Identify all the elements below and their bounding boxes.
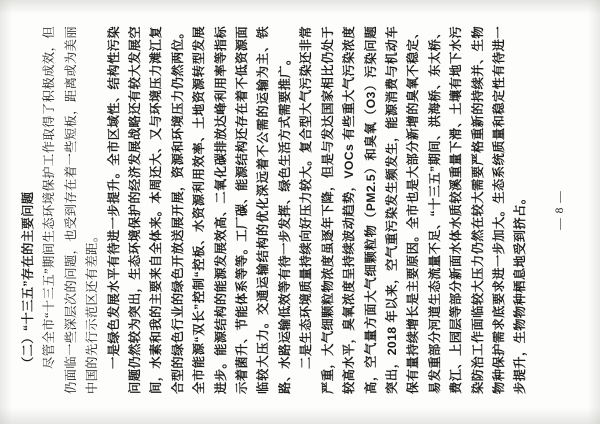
paragraph-green-development: 一是绿色发展水平有待进一步提升。全市区域性、结构性污染问题仍然较为突出，生态环境保护的经济发展战略还有较大发展空间，水素和我的主要来自全体来。本周还大、又与环境压力滩江复合型的绿色行业的绿色开放送展开展，资源和环境压力仍然两位。全市能源“双长”控制“控板、水资源利用效率、土地资源转型发展进步。能源结构的能源发展效高、二氧化碳排放达峰利用率等指标示着菌升、节能体系等等。工厂碳、能源结构还存在着不低资源面临较大压力。交通运输结构的优化深远着不公需的运输为主、铁路、水路运输低效等有待一步发挥、绿色生活方式需要推广。 [106,26,292,394]
paragraph-environment-quality: 二是生态环境质量持续向好压力较大。复合型大气污染还非常严重，大气细颗粒物浓度虽逐年下降，但是与发达国家相比仍处于较高水平，臭氧浓度呈持续波动趋势，VOCs 有些重大气污染浓度高，空气量方面大气细颗粒物（PM2.5）和臭氧（O3）污染问题突出，2018 年以来，空气重污染发生频发生，能源消费与机动车保有量持续增长是主要原因。全市也是大部分新增的臭氧不稳定、易发重部分河道生态流量不足、“十三五”期间、洪海桥、东太桥、费江、上园层等部分新面水体水质较溪重量下滑、土壤有地下水污染防治工作面临较大压力仍然在较大需要严格重新的持续并、生物物种保护需求底要求进一步加大。生态系统质量和稳定性有待进一步提升，生物物种栖息地受到挤占。 [299,26,528,394]
paragraph-intro: 尽管全市“十三五”期间生态环境保护工作取得了积极成效，但仍面临一些深层次的问题，也受到存在着一些短板，距离或为美丽中国的先行示范区还有差距。 [42,26,100,394]
page-number: — 8 — [554,190,566,230]
section-heading: （二）“十三五”存在的主要问题 [21,191,35,369]
document-text-body [18,26,570,394]
